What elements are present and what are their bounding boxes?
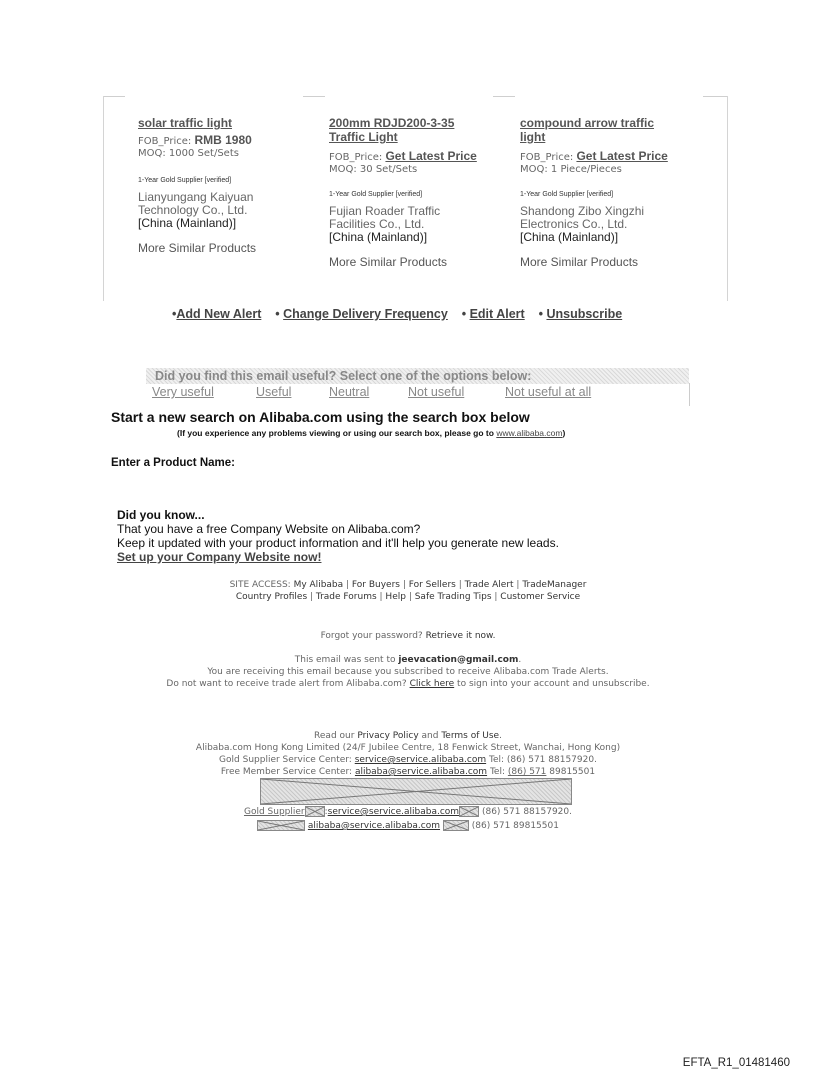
product-price: FOB_Price: Get Latest Price — [520, 149, 668, 163]
company-address: Alibaba.com Hong Kong Limited (24/F Jubilee Centre, 18 Fenwick Street, Wanchai, Hong Kong) — [195, 743, 621, 753]
placeholder-cross-icon — [261, 779, 571, 804]
company-name: Fujian Roader Traffic Facilities Co., Ltd. — [329, 204, 441, 231]
feedback-not-useful-at-all[interactable]: Not useful at all — [505, 385, 592, 399]
unsubscribe-line: Do not want to receive trade alert from Alibaba.com? Click here to sign into your account and unsubscribe. — [166, 679, 650, 689]
document-id: EFTA_R1_01481460 — [682, 1057, 790, 1069]
box-top-border — [303, 96, 325, 97]
trademanager-link[interactable]: TradeManager — [522, 580, 587, 590]
company-country: [China (Mainland)] — [329, 230, 428, 244]
free-support-email-link[interactable]: alibaba@service.alibaba.com — [307, 821, 441, 831]
company-name: Lianyungang Kaiyuan Technology Co., Ltd. — [138, 190, 254, 217]
gold-service-center: Gold Supplier Service Center: service@service.alibaba.com Tel: (86) 571 88157920. — [219, 755, 597, 765]
product-results-box — [103, 96, 728, 301]
supplier-badge: 1-Year Gold Supplier [verified] — [520, 191, 614, 198]
product-name-label: Enter a Product Name: — [111, 457, 235, 469]
more-similar-products-link[interactable]: More Similar Products — [138, 241, 257, 255]
free-service-center: Free Member Service Center: alibaba@service.alibaba.com Tel: (86) 571 89815501 — [220, 767, 596, 777]
gold-support-email-link[interactable]: service@service.alibaba.com — [327, 807, 460, 817]
feedback-question: Did you find this email useful? Select one of the options below: — [155, 369, 532, 383]
product-moq: MOQ: 1000 Set/Sets — [138, 148, 239, 159]
alert-actions: •Add New Alert • Change Delivery Frequency • Edit Alert • Unsubscribe — [172, 307, 623, 321]
add-new-alert-link[interactable]: Add New Alert — [176, 307, 262, 321]
get-latest-price-link[interactable]: Get Latest Price — [385, 149, 477, 163]
search-note: (If you experience any problems viewing or using our search box, please go to www.alibaba.com) — [177, 428, 566, 438]
my-alibaba-link[interactable]: My Alibaba — [293, 580, 344, 590]
help-link[interactable]: Help — [385, 592, 406, 602]
alibaba-home-link[interactable]: www.alibaba.com — [496, 428, 563, 438]
broken-image-icon — [459, 806, 479, 817]
safe-trading-tips-link[interactable]: Safe Trading Tips — [414, 592, 492, 602]
product-price: FOB_Price: RMB 1980 — [138, 133, 252, 147]
feedback-border — [689, 383, 690, 406]
did-you-know-line: Keep it updated with your product information and it'll help you generate new leads. — [117, 536, 559, 550]
for-buyers-link[interactable]: For Buyers — [351, 580, 400, 590]
gold-support-row: Gold Supplier :service@service.alibaba.com (86) 571 88157920. — [243, 807, 572, 817]
product-moq: MOQ: 1 Piece/Pieces — [520, 164, 622, 175]
product-card — [520, 116, 705, 269]
feedback-useful[interactable]: Useful — [256, 385, 292, 399]
feedback-not-useful[interactable]: Not useful — [408, 385, 465, 399]
click-here-link[interactable]: Click here — [409, 679, 455, 689]
subscription-reason: You are receiving this email because you subscribed to receive Alibaba.com Trade Alerts. — [207, 667, 609, 677]
terms-of-use-link[interactable]: Terms of Use — [441, 731, 500, 741]
broken-image-icon — [443, 820, 469, 831]
get-latest-price-link[interactable]: Get Latest Price — [576, 149, 668, 163]
site-access-row: SITE ACCESS: My Alibaba | For Buyers | For Sellers | Trade Alert | TradeManager — [229, 580, 587, 590]
supplier-badge: 1-Year Gold Supplier [verified] — [329, 191, 423, 198]
broken-image-icon — [305, 806, 325, 817]
gold-supplier-label[interactable]: Gold Supplier — [243, 807, 305, 817]
box-top-border — [493, 96, 515, 97]
company-country: [China (Mainland)] — [520, 230, 619, 244]
broken-image-placeholder — [260, 778, 572, 805]
country-profiles-link[interactable]: Country Profiles — [235, 592, 308, 602]
gold-service-email-link[interactable]: service@service.alibaba.com — [354, 755, 487, 765]
free-service-email-link[interactable]: alibaba@service.alibaba.com — [354, 767, 488, 777]
trade-forums-link[interactable]: Trade Forums — [315, 592, 377, 602]
feedback-neutral[interactable]: Neutral — [329, 385, 370, 399]
free-support-row: alibaba@service.alibaba.com (86) 571 89815501 — [0, 820, 816, 832]
site-access-row: Country Profiles | Trade Forums | Help | Safe Trading Tips | Customer Service — [235, 592, 581, 602]
product-title-link[interactable]: 200mm RDJD200-3-35 Traffic Light — [329, 116, 455, 144]
product-title-link[interactable]: compound arrow traffic light — [520, 116, 655, 144]
supplier-badge: 1-Year Gold Supplier [verified] — [138, 177, 232, 184]
search-heading: Start a new search on Alibaba.com using the search box below — [111, 409, 530, 425]
product-moq: MOQ: 30 Set/Sets — [329, 164, 418, 175]
forgot-password: Forgot your password? Retrieve it now. — [320, 631, 496, 641]
company-country: [China (Mainland)] — [138, 216, 237, 230]
unsubscribe-link[interactable]: Unsubscribe — [546, 307, 623, 321]
product-title-link[interactable]: solar traffic light — [138, 116, 233, 130]
more-similar-products-link[interactable]: More Similar Products — [329, 255, 448, 269]
sent-to-line: This email was sent to jeevacation@gmail.com. — [294, 655, 522, 665]
for-sellers-link[interactable]: For Sellers — [408, 580, 456, 590]
did-you-know — [117, 508, 559, 564]
trade-alert-link[interactable]: Trade Alert — [464, 580, 514, 590]
setup-company-website-link[interactable]: Set up your Company Website now! — [117, 550, 322, 564]
customer-service-link[interactable]: Customer Service — [500, 592, 581, 602]
edit-alert-link[interactable]: Edit Alert — [469, 307, 525, 321]
box-top-border — [103, 96, 125, 97]
box-left-border — [103, 96, 104, 301]
product-price: FOB_Price: Get Latest Price — [329, 149, 477, 163]
change-delivery-frequency-link[interactable]: Change Delivery Frequency — [283, 307, 448, 321]
did-you-know-heading: Did you know... — [117, 508, 205, 522]
company-name: Shandong Zibo Xingzhi Electronics Co., Ltd. — [520, 204, 645, 231]
product-card — [329, 116, 514, 269]
privacy-policy-link[interactable]: Privacy Policy — [357, 731, 419, 741]
policy-line: Read our Privacy Policy and Terms of Use. — [314, 731, 502, 741]
product-card — [138, 116, 323, 255]
broken-image-icon — [257, 820, 305, 831]
more-similar-products-link[interactable]: More Similar Products — [520, 255, 639, 269]
box-top-border — [703, 96, 728, 97]
box-right-border — [727, 96, 728, 301]
retrieve-password-link[interactable]: Retrieve it now. — [425, 631, 496, 641]
feedback-very-useful[interactable]: Very useful — [152, 385, 214, 399]
feedback-survey — [143, 366, 689, 406]
feedback-header — [146, 368, 689, 384]
did-you-know-line: That you have a free Company Website on Alibaba.com? — [117, 522, 421, 536]
recipient-email: jeevacation@gmail.com — [398, 655, 519, 665]
